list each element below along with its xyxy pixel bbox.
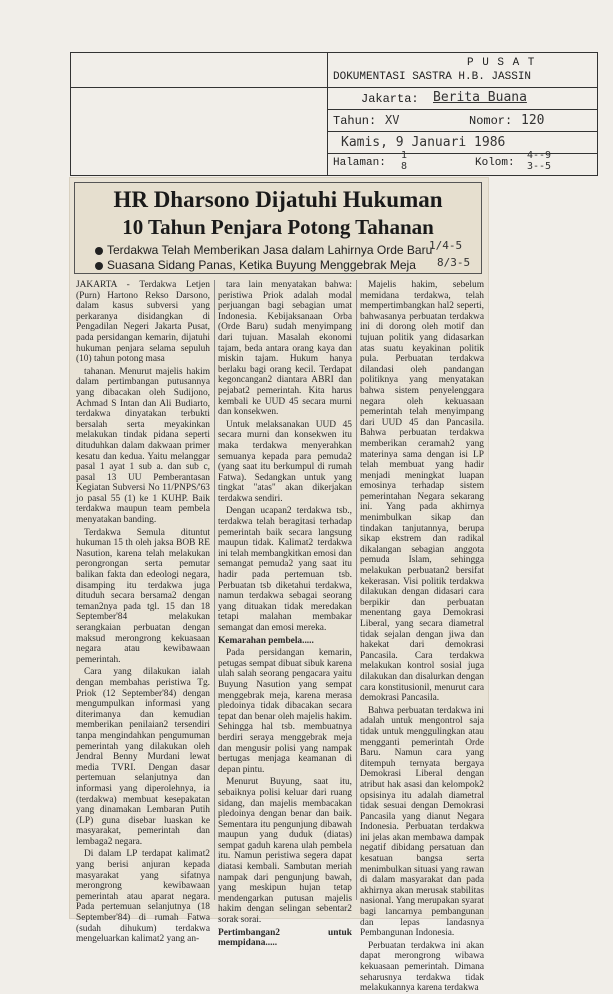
header-divider (327, 87, 597, 88)
article-paragraph: Majelis hakim, sebelum memidana terdakwa, telah mempertimbangkan hal2 seperti, bahwasanya perbuatan terdakwa ini di dorong oleh motif dan tujuan politik yang didasarkan atas suatu keyakinan politik pula. Perbuatan terdakwa dilandasi oleh pandangan politiknya yang menyatakan bahwa sistem penyelenggara negara oleh kekuasaan pemerintah telah menyimpang dari UUD 45 dan Pancasila. Bahwa perbuatan terdakwa memberikan ceramah2 yang materinya sama dengan isi LP telah membuat yang hadir menjadi meningkat luapan emosinya terhadap sistem pemerintahan Negara sekarang ini. Yang pada akhirnya menimbulkan sikap dan tindakan tanjutannya, berupa sikap ekstrem dan radikal dikalangan sebagian anggota pemuda Islam, sehingga melakukan perbuatan2 bersifat kekerasan. Visi politik terdakwa dilakukan dengan didasari cara berpikir dan perbuatan menentang gaya Demokrasi Liberal, yang secara diametral tidak sejalan dengan jiwa dan hakekat dari demokrasi Pancasila. Cara terdakwa melakukan kontrol sosial juga dilakukan dan disalurkan dengan cara konstitusionil, menurut cara demokrasi Pancasila. (360, 280, 484, 704)
header-divider (327, 109, 597, 110)
header-year-label: Tahun: (333, 114, 377, 128)
article-column-1 (76, 280, 210, 945)
header-newspaper: Berita Buana (433, 90, 527, 105)
column-rule (356, 280, 357, 900)
article-paragraph: Pada persidangan kemarin, petugas sempat dibuat sibuk karena ulah salah seorang pengacara yaitu Buyung Nasution yang sempat menggebrak meja, karena merasa pledoinya tidak dibacakan secara tepat dan benar oleh majelis hakim. Sehingga hal tsb. membuatnya berdiri seraya menggebrak meja dan mengusir polisi yang nampak bertugas menjaga keamanan di depan pintu. (218, 648, 352, 775)
header-pusat: P U S A T (467, 57, 536, 69)
header-column-label: Kolom: (475, 157, 515, 169)
bullet-icon (95, 247, 103, 255)
newspaper-clipping (70, 178, 488, 994)
article-paragraph: Perbuatan terdakwa ini akan dapat merongrong wibawa kekuasaan pemerintah. Dimana seharusnya terdakwa tidak melakukannya karena terdakwa (360, 940, 484, 994)
subtitle-2-text: Suasana Sidang Panas, Ketika Buyung Menggebrak Meja (107, 258, 416, 272)
headline-box (74, 182, 482, 274)
article-paragraph: Bahwa perbuatan terdakwa ini adalah untuk mengontrol saja tidak untuk menggulingkan atau mengganti pemerintah Orde Baru. Namun cara yang ditempuh ternyata bergaya Demokrasi Liberal dengan atribut hak asasi dan kelompok2 opsisinya itu adalah diametral tidak sesuai dengan Demokrasi Pancasila yang dianut Negara Indonesia. Perbuatan terdakwa ini jelas akan membawa dampak negatif dibidang persatuan dan kesatuan bangsa serta menimbulkan situasi yang rawan di dalam masyarakat dan pada akhirnya akan merusak stabilitas nasional. Yang merupakan syarat bagi lancarnya pembangunan dan lepas landasnya Pembangunan Indonesia. (360, 705, 484, 939)
article-paragraph: Di dalam LP terdapat kalimat2 yang berisi anjuran kepada masyarakat yang sifatnya merongrong kewibawaan pemerintah atau aparat negara. Pada pertemuan selanjutnya (18 September'84) di rumah Fatwa (sudah dihukum) terdakwa mengeluarkan kalimat2 yang an- (76, 849, 210, 945)
bullet-icon (95, 262, 103, 270)
article-paragraph: Terdakwa Semula dituntut hukuman 15 th oleh jaksa BOB RE Nasution, karena telah melakukan perongrongan serta pemutar balikan fakta dan edeologi negara, disamping itu terdakwa juga dituduh secara bersama2 dengan teman2nya pada tgl. 15 dan 18 September'84 melakukan serangkaian perbuatan dengan maksud merongrong kekuasaan negara atau kewibawaan pemerintah. (76, 527, 210, 665)
article-paragraph: tahanan. Menurut majelis hakim dalam pertimbangan putusannya yang dibacakan oleh Sudijono, Achmad S Intan dan Ali Budiarto, terdakwa dinyatakan terbukti bersalah serta meyakinkan melakukan tindak pidana seperti dituduhkan dalam dakwaan primer kesatu dan kedua. Yaitu melanggar pasal 1 ayat 1 sub a. dan sub c, pasal 13 UU Pemberantasan Kegiatan Subversi No 11/PNPS/'63 jo pasal 55 (1) ke 1 KUHP. Baik terdakwa maupun team pembela menyatakan banding. (76, 366, 210, 526)
header-number-value: 120 (521, 113, 545, 128)
article-paragraph: Kemarahan pembela..... (218, 635, 314, 646)
handwritten-note-1: 1/4-5 (429, 239, 463, 252)
article-paragraph: Pertimbangan2 untuk mempidana..... (218, 927, 352, 949)
header-divider (71, 87, 327, 88)
documentation-header (70, 52, 598, 176)
article-paragraph: Cara yang dilakukan ialah dengan membahas peristiwa Tg. Priok (12 September'84) dengan mengumpulkan informasi yang diterimanya dan kemudian memberikan penilaian2 tersendiri tanpa mengindahkan pengumuman pemerintah yang dilakukan oleh Jendral Benny Murdani lewat media TVRI. Dengan dasar pertemuan selanjutnya dan informasi yang diperolehnya, ia (terdakwa) membuat kesepakatan yang dinamakan Lembaran Putih (LP) guna disebar luaskan ke masyarakat, pemerintah dan lembaga2 negara. (76, 667, 210, 847)
header-vertical-divider (327, 53, 328, 175)
header-page-label: Halaman: (333, 157, 386, 169)
header-date: Kamis, 9 Januari 1986 (341, 135, 506, 150)
article-paragraph: Untuk melaksanakan UUD 45 secara murni dan konsekwen itu maka terdakwa menyerahkan semuanya kepada para pemuda2 (yang saat itu berkumpul di rumah Fatwa). Sedangkan untuk yang tingkat "atas" akan dikerjakan terdakwa sendiri. (218, 419, 352, 504)
header-page-value-bottom: 8 (401, 161, 408, 172)
header-page-value-top: 1 (401, 150, 408, 161)
article-paragraph: Menurut Buyung, saat itu, sebaiknya polisi keluar dari ruang sidang, dan majelis membacakan pledoinya dengan benar dan baik. Sementara itu pengunjung dibawah maupun yang duduk (diatas) sempat gaduh karena ulah pembela itu. Namun peristiwa segera dapat diatasi kembali. Sambutan meriah nampak dari pengunjung bawah, yang meskipun hujan tetap mendengarkan putusan majelis hakim dengan selingan sebentar2 sorak sorai. (218, 777, 352, 926)
column-rule (214, 280, 215, 900)
header-city-label: Jakarta: (361, 92, 419, 106)
article-column-3 (360, 280, 484, 994)
article-paragraph: Dengan ucapan2 terdakwa tsb., terdakwa telah beragitasi terhadap pemerintah baik secara langsung maupun tidak. Kalimat2 terdakwa ini telah membangkitkan emosi dan semangat pemuda2 yang saat itu hadir pada pertemuan tsb. Perbuatan tsb diketahui terdakwa, namun terdakwa sebagai seorang yang dituakan tidak meredakan tetapi malahan membakar semangat dan emosi mereka. (218, 506, 352, 633)
header-divider (327, 153, 597, 154)
headline-line-2: 10 Tahun Penjara Potong Tahanan (122, 215, 434, 239)
header-year-value: XV (385, 113, 400, 127)
article-paragraph: JAKARTA - Terdakwa Letjen (Purn) Hartono Rekso Darsono, dalam kasus subversi yang perkaranya disidangkan di Pengadilan Negeri Jakarta Pusat, pada persidangan kemarin, dijatuhi hukuman penjara selama sepuluh (10) tahun potong masa (76, 280, 210, 365)
article-paragraph: tara lain menyatakan bahwa: peristiwa Priok adalah modal perjuangan bagi sebagian umat Indonesia. Kebijaksanaan Orba (Orde Baru) sudah menyimpang dari tujuan. Masalah ekonomi tajam, beda antara orang kaya dan miskin tajam. Hukum hanya berlaku bagi orang kecil. Terdapat kegoncangan2 diantara ABRI dan pejabat2 pemerintah. Kita harus kembali ke UUD 45 secara murni dan konsekwen. (218, 280, 352, 418)
subtitle-2 (95, 258, 416, 272)
header-number-label: Nomor: (469, 114, 513, 128)
header-divider (327, 131, 597, 132)
subtitle-1-text: Terdakwa Telah Memberikan Jasa dalam Lahirnya Orde Baru (107, 243, 433, 257)
handwritten-note-2: 8/3-5 (437, 256, 471, 269)
header-column-value-top: 4--9 (527, 150, 552, 161)
subtitle-1 (95, 243, 432, 257)
headline-line-1: HR Dharsono Dijatuhi Hukuman (113, 187, 443, 212)
article-column-2 (218, 280, 352, 949)
header-column-value-bottom: 3--5 (527, 161, 552, 172)
header-institution: DOKUMENTASI SASTRA H.B. JASSIN (333, 71, 532, 83)
